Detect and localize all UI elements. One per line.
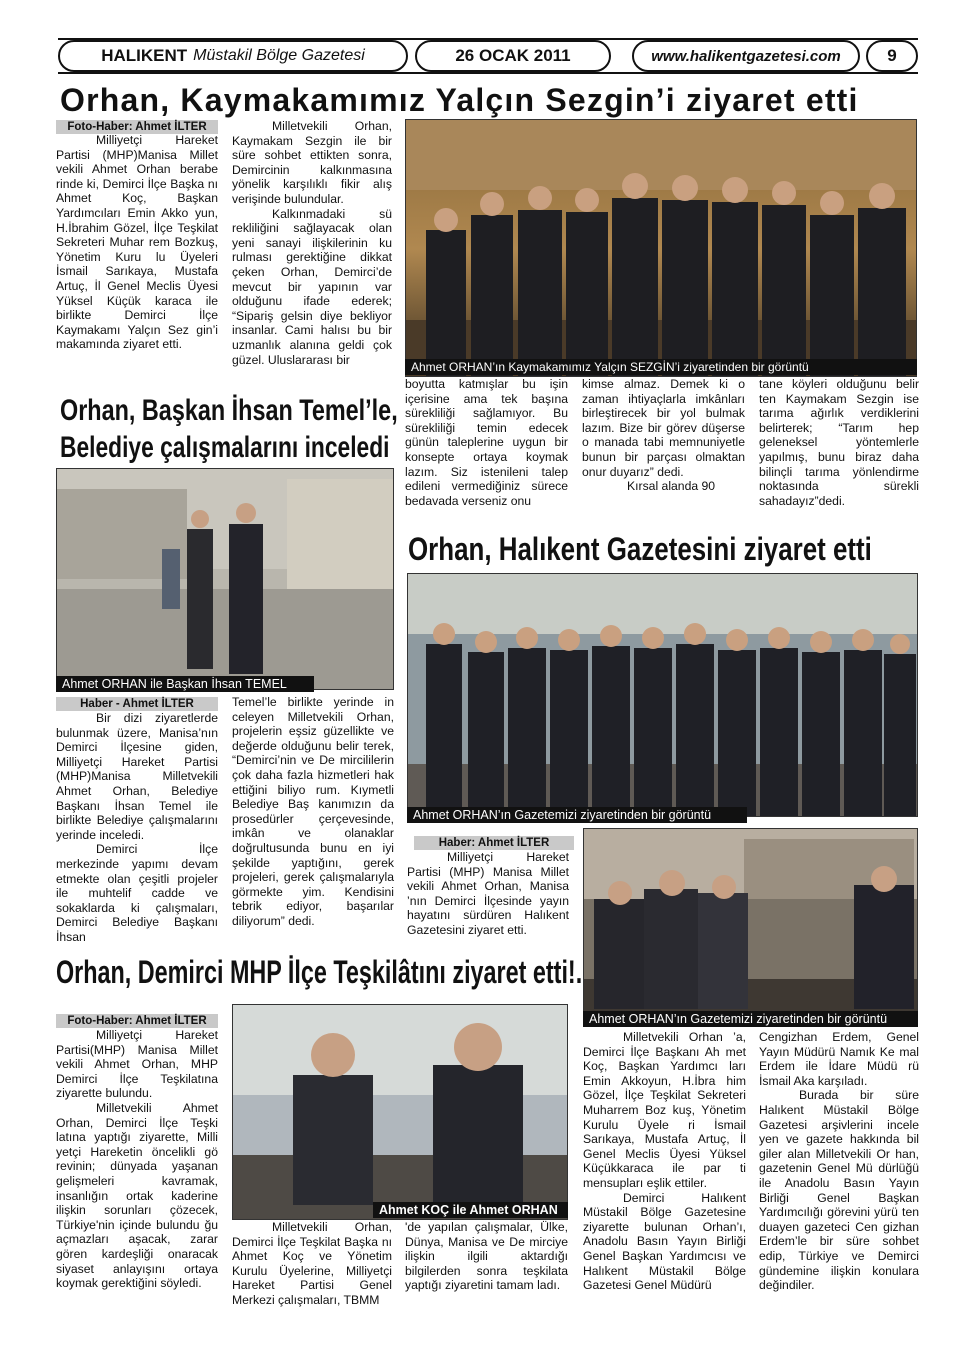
story2-byline: Haber - Ahmet İLTER [56,697,218,711]
story1-col2: Milletvekili Orhan, Kaymakam Sezgin ile bir süre sohbet ettikten sonra, Demircinin kalkınmasına yönelik karşılıklı fikir alış verişinde bulundular. Kalkınmadaki sü rekliliğini sağlayacak olan yeni sanayi ilişkilerinin ku rulması gerektiğine dikkat çeken Orhan, Demirci’de mevcut bir yapının var olduğunu ifade ederek; “Sipariş gelsin diye bekliyor insanlar. Cami halısı bu bir uzmanlık alanına geldi çok güzel. Uluslararası bir [232,119,392,367]
page-number [866,40,918,72]
story2-photo [56,468,394,690]
story3-photo2 [583,828,918,1022]
paper-name: HALIKENT [101,46,188,65]
story3-byline: Haber: Ahmet İLTER [414,836,574,850]
story4-headline: Orhan, Demirci MHP İlçe Teşkilâtını ziyaret etti!. [56,954,583,990]
story4-photo-caption: Ahmet KOÇ ile Ahmet ORHAN [373,1202,568,1218]
story4-byline: Foto-Haber: Ahmet İLTER [56,1014,218,1028]
issue-date: 26 OCAK 2011 [455,46,571,65]
story3-col1: Milliyetçi Hareket Partisi (MHP) Manisa Millet vekili Ahmet Orhan, Manisa ’nın Demirci İlçesinde yayın hayatını sürdüren Halıkent Gazetesini ziyaret etti. [407,850,569,937]
story3-photo1-caption: Ahmet ORHAN’ın Gazetemizi ziyaretinden bir görüntü [407,807,747,823]
story3-col2: Milletvekili Orhan ’a, Demirci İlçe Başkanı Ah met Koç, Başkan Yardımcı ları Emin Akkoyun, H.İbra him Gözel, İlçe Teşkilat Sekreteri Muharrem Boz kuş, Yönetim Kurulu Üyele ri İsmail Sarıkaya, Mustafa Artuç, İl Genel Meclis Üyesi Yüksel Küçükkaraca ile par ti mensupları eşlik ettiler. Demirci Halıkent Müstakil Bölge Gazetesine ziyarette bulunan Orhan’ı, Anadolu Basın Yayın Birliği Genel Başkan Yardımcısı ve Halıkent Müstakil Bölge Gazetesi Genel Müdürü [583,1030,746,1293]
story4-col2: Milletvekili Orhan, Demirci İlçe Teşkilat Başka nı Ahmet Koç ve Yönetim Kurulu Üyelerine, Milliyetçi Hareket Partisi Genel Merkezi çalışmaları, TBMM [232,1220,392,1307]
paper-subtitle: Müstakil Bölge Gazetesi [193,47,365,64]
story1-col5: tane köyleri olduğunu belir ten Kaymakam Sezgin ise tarıma ağırlık verdiklerini belirterek; “Tarım hep geleneksel yöntemlerle yapılmış, bunu biraz daha bilinçli tarıma yönlendirme noktasında sürekli sahadayız”dedi. [759,377,919,508]
story1-byline: Foto-Haber: Ahmet İLTER [56,120,218,134]
story3-photo2-caption: Ahmet ORHAN’ın Gazetemizi ziyaretinden bir görüntü [583,1011,918,1027]
office-photo-gazete [584,829,918,1022]
story3-col3: Cengizhan Erdem, Genel Yayın Müdürü Namık Ke mal Erdem ile İdare Müdü rü İsmail Aka karşıladı. Burada bir süre Halıkent Müstakil Bölge Gazetesi arşivlerini incele yen ve gazete hakkında bil giler alan Milletvekili Or han, gazetenin Genel Mü dürlüğü ile Anadolu Basın Yayın Birliği Genel Başkan Yardımcılığı görevini yürü ten duayen gazeteci Cen gizhan Erdem’le bir süre sohbet edip, Türkiye ve Demirci gündemine ilişkin konulara değindiler. [759,1030,919,1293]
group-photo-gazete [408,574,918,817]
story2-photo-caption: Ahmet ORHAN ile Başkan İhsan TEMEL [56,676,314,692]
story1-col1: Milliyetçi Hareket Partisi (MHP)Manisa Millet vekili Ahmet Orhan berabe rinde ki, Demirci İlçe Başka nı Ahmet Koç, Başkan Yardımcıları Emin Akko yun, H.İbrahim Gözel, İlçe Teşkilat Sekreteri Muhar rem Bozkuş, Yönetim Kuru lu Üyeleri İsmail Sarıkaya, Mustafa Artuç, İl Genel Meclis Üyesi Yüksel Küçük karaca ile birlikte Demirci İlçe Kaymakamı Yalçın Sez gin’i makamında ziyaret etti. [56,133,218,352]
story2-col2: Temel’le birlikte yerinde in celeyen Milletvekili Orhan, projelerin eşsiz güzellikte ve değerde olduğunu belir terek, “Demirci’nin ve De mircililerin çok daha fazla hizmetleri hak ettiğini biliyo rum. Kıymetli Belediye Baş kanımızın da prosedürler çerçevesinde, imkân ve olanaklar doğrultusunda bunu en iyi şekilde yaptığını, gerek projeleri, gerek çalışmalarıyla görmekte yim. Kendisini tebrik ediyor, başarılar diliyorum” dedi. [232,695,394,928]
group-photo-kaymakam [406,120,917,377]
story1-photo-caption: Ahmet ORHAN’ın Kaymakamımız Yalçın SEZGİN’i ziyaretinden bir görüntü [405,359,917,375]
story1-photo [405,119,917,377]
story2-headline-line1: Orhan, Başkan İhsan Temel’le, [60,394,398,427]
story1-headline: Orhan, Kaymakamımız Yalçın Sezgin’i ziyaret etti [60,82,859,118]
story2-headline-line2: Belediye çalışmalarını inceledi [60,431,390,464]
street-photo-temel [57,469,394,690]
story1-col4: kimse almaz. Demek ki o zaman ihtiyaçlarla imkânları birleştirecek bir yol bulmak lazım. Bize bir görev düşerse o manada tabi memnuniyetle bunun bir parçası olmaktan onur duyarız” dedi. Kırsal alanda 90 [582,377,745,494]
story4-col3: 'de yapılan çalışmalar, Ülke, Dünya, Manisa ve De mirciye ilişkin ilgili aktardığı bilgilerden sonra teşkilata yaptığı ziyaretini tamam ladı. [405,1220,568,1293]
page-number-text: 9 [887,46,897,65]
masthead-date [415,40,611,72]
story3-photo1 [407,573,918,817]
story4-photo [232,1004,568,1220]
website-url[interactable]: www.halikentgazetesi.com [651,47,841,65]
office-photo-teskilat [233,1005,568,1220]
story4-col1: Milliyetçi Hareket Partisi(MHP) Manisa Millet vekili Ahmet Orhan, MHP Demirci İlçe Teşkilatına ziyarette bulundu. Milletvekili Ahmet Orhan, Demirci İlçe Teşki latına yaptığı ziyarette, Milli yetçi Hareketin öncelikli gö revinin; dünyada yaşanan gelişmeleri kavramak, insanlığın ortak kaderine ilişkin sorunları çözecek, Türkiye'nin içinde bulundu ğu açmazları aşacak, zarar gören kardeşliği onaracak siyaset anlayışını ortaya koymak gerektiğini söyledi. [56,1028,218,1291]
story2-col1: Bir dizi ziyaretlerde bulunmak üzere, Manisa’nın Demirci İlçesine giden, Milliyetçi Hareket Partisi (MHP)Manisa Milletvekili Ahmet Orhan, Belediye Başkanı İhsan Temel ile birlikte Belediye çalışmalarını yerinde inceledi. Demirci İlçe merkezinde yapımı devam etmekte olan çeşitli projeler ile muhtelif cadde ve sokaklarda ki çalışmaları, Demirci Belediye Başkanı İhsan [56,711,218,944]
story3-headline: Orhan, Halıkent Gazetesini ziyaret etti [408,531,872,567]
story1-col3: boyutta katmışlar bu işin içerisine ama tek başına sürekliliği sağlamıyor. Bu sürekliliği temin edecek günün taleplerine uygun bir konsepte ortaya koymak lazım. Siz istenileni talep edileni vermediğiniz sürece bedavada verseniz onu [405,377,568,508]
masthead-website[interactable] [632,40,860,72]
masthead-paper-name [58,40,408,72]
